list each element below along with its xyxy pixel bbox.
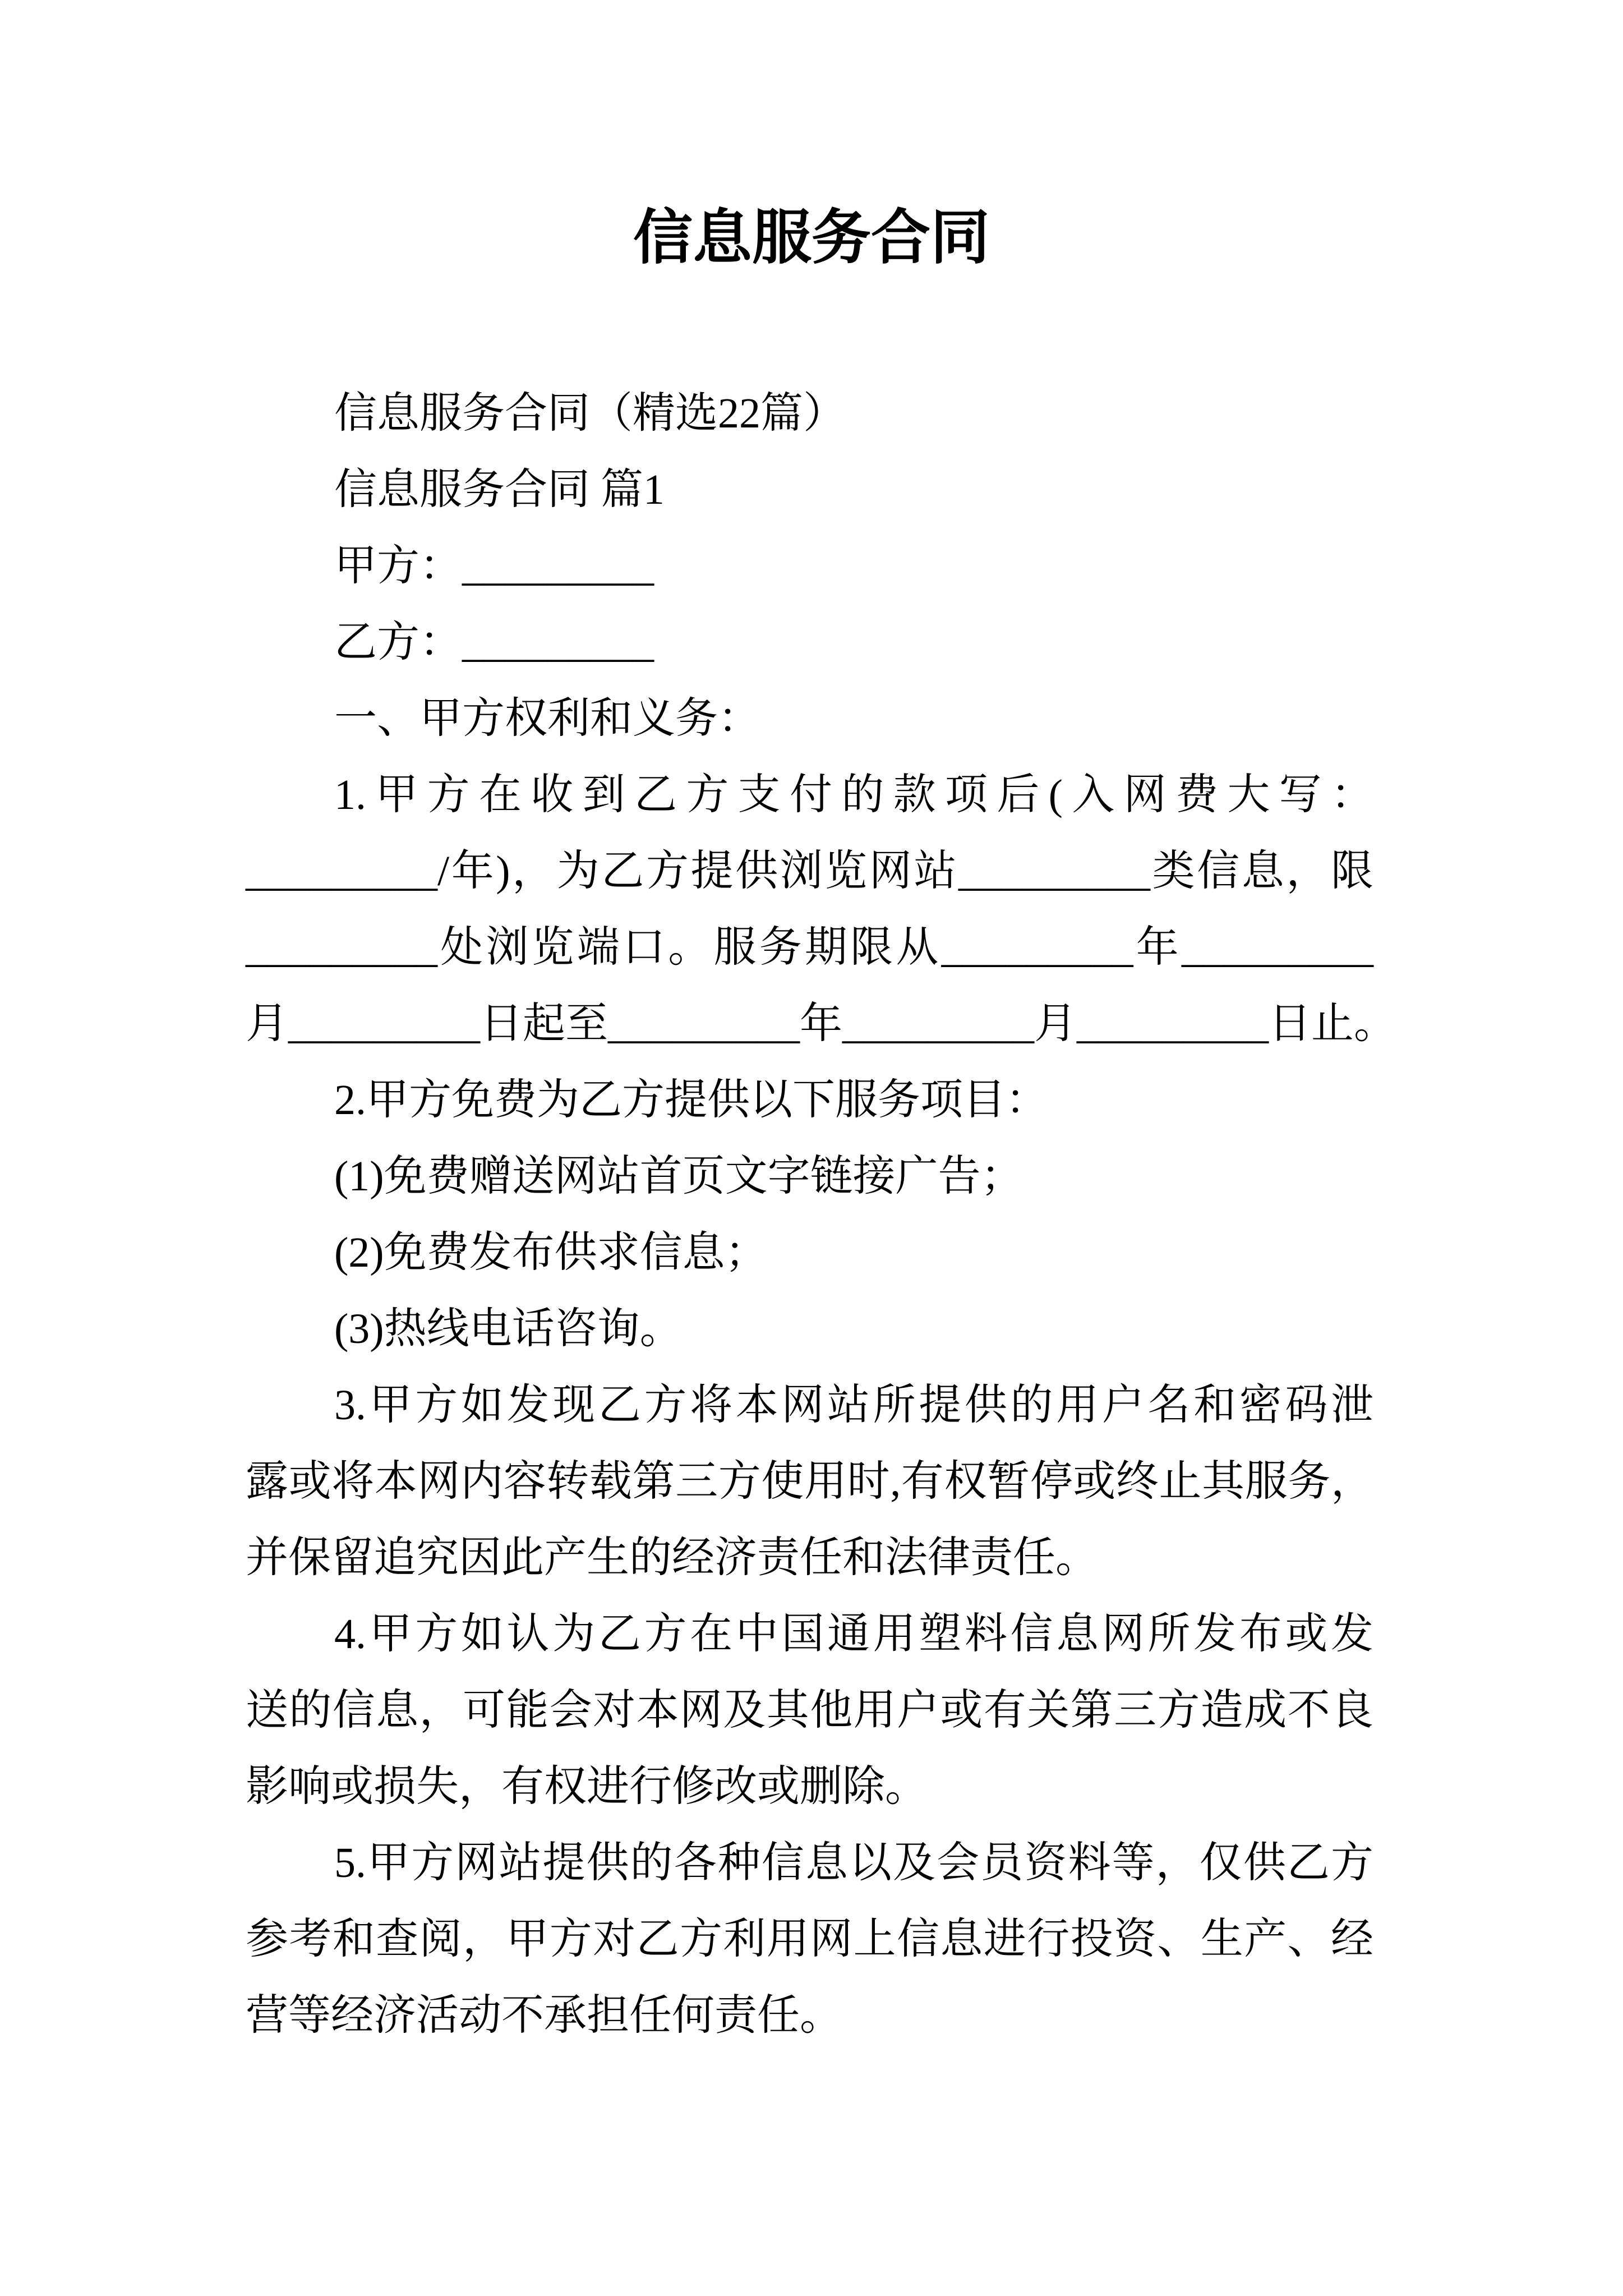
section-heading-part-1 [246,452,1373,528]
clause-1 [246,757,1396,1062]
text-line: (2)免费发布供求信息； [334,1229,768,1276]
service-item-3 [246,1291,1373,1367]
service-item-1 [246,1138,1373,1214]
text-line: _________/年)，为乙方提供浏览网站_________类信息，限 [246,848,1373,895]
text-line: 甲方：_________ [334,542,654,590]
text-line: (3)热线电话咨询。 [334,1305,683,1352]
text-line: 影响或损失，有权进行修改或删除。 [246,1763,928,1810]
text-line: 3.甲方如发现乙方将本网站所提供的用户名和密码泄 [334,1382,1373,1429]
text-line: 露或将本网内容转载第三方使用时,有权暂停或终止其服务， [246,1458,1373,1505]
text-line: 信息服务合同（精选22篇） [334,390,846,437]
document-subtitle [246,375,1373,452]
text-line: 月_________日起至_________年_________月_________日止。 [246,1000,1396,1047]
clause-4 [246,1596,1373,1825]
text-line: 参考和查阅，甲方对乙方利用网上信息进行投资、生产、经 [246,1916,1373,1963]
party-a-field [246,528,1373,604]
party-b-field [246,604,1373,680]
section-heading-party-a-rights [246,680,1373,757]
text-line: 送的信息，可能会对本网及其他用户或有关第三方造成不良 [246,1687,1373,1734]
text-line: (1)免费赠送网站首页文字链接广告； [334,1153,1023,1200]
text-line: 5.甲方网站提供的各种信息以及会员资料等，仅供乙方 [334,1839,1373,1887]
clause-3 [246,1367,1373,1596]
text-line: 乙方：_________ [334,619,654,666]
clause-5 [246,1825,1373,2054]
text-line: 4.甲方如认为乙方在中国通用塑料信息网所发布或发 [334,1611,1373,1658]
contract-title: 信息服务合同 [633,205,990,271]
text-line: 一、甲方权利和义务： [334,695,760,742]
text-line: _________处浏览端口。服务期限从_________年_________ [246,924,1373,971]
text-line: 信息服务合同 篇1 [334,466,665,513]
document-body [246,375,1396,2054]
clause-2 [246,1062,1373,1138]
text-line: 营等经济活动不承担任何责任。 [246,1992,842,2039]
text-line: 并保留追究因此产生的经济责任和法律责任。 [246,1534,1098,1581]
service-item-2 [246,1214,1373,1291]
text-line: 1.甲方在收到乙方支付的款项后(入网费大写： [334,771,1373,818]
text-line: 2.甲方免费为乙方提供以下服务项目： [334,1076,1048,1124]
